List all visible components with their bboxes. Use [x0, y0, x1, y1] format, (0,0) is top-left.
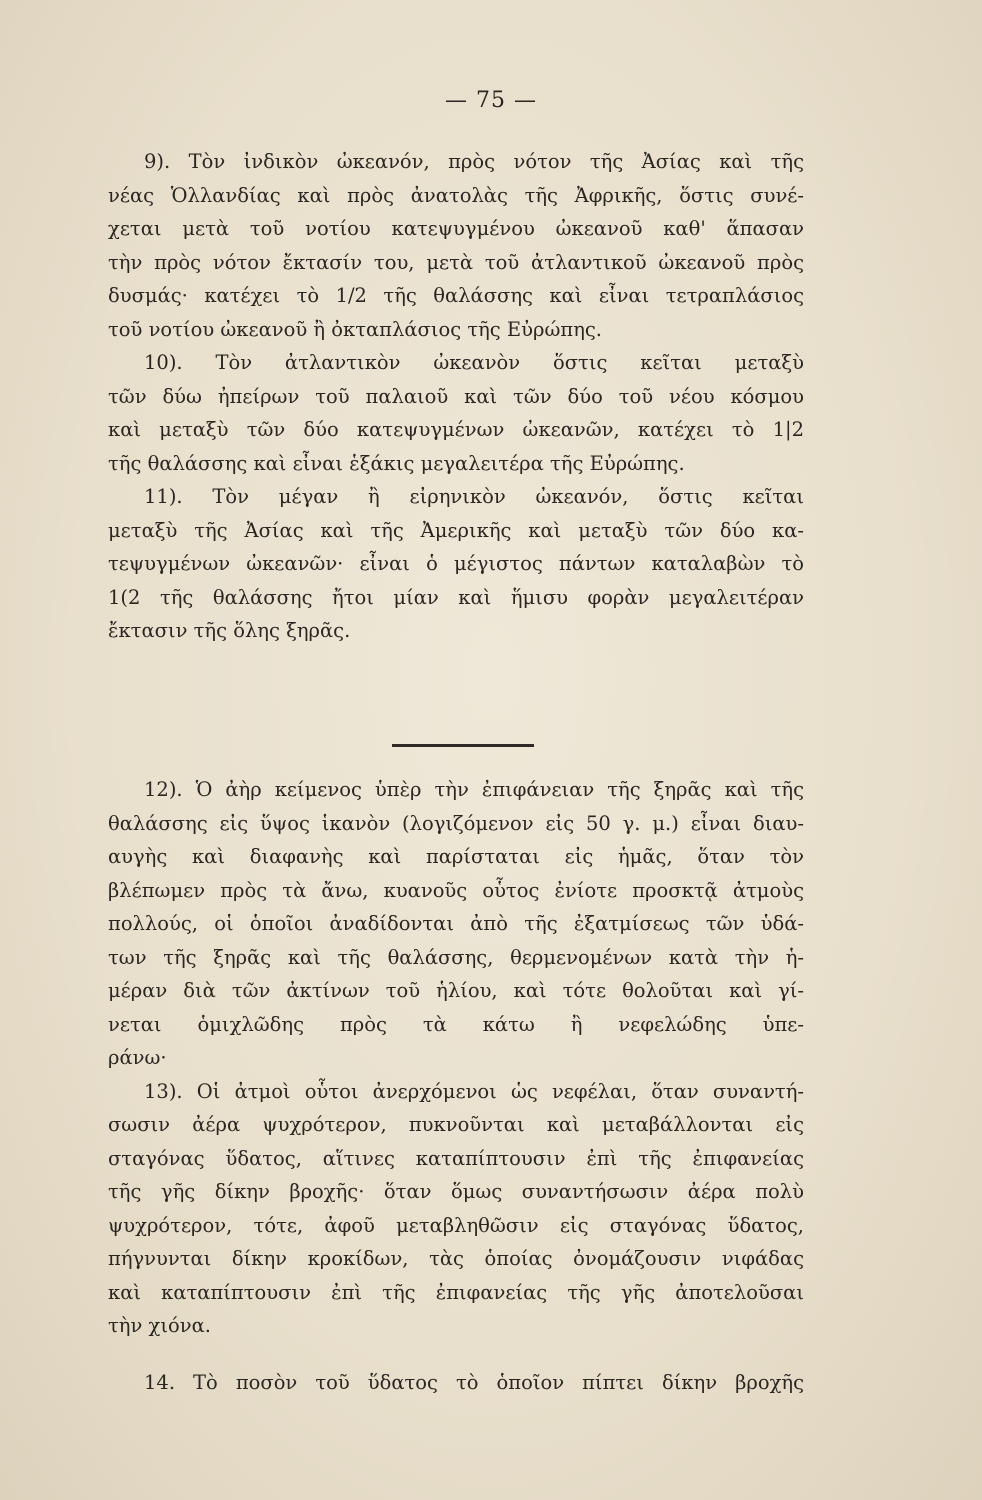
- text-line: τὴν χιόνα.: [108, 1314, 211, 1337]
- text-line: σταγόνας ὕδατος, αἵτινες καταπίπτουσιν ἐπὶ τῆς ἐπιφανείας: [108, 1146, 804, 1170]
- text-line: ἔκτασιν τῆς ὅλης ξηρᾶς.: [108, 619, 351, 642]
- text-line: 13). Οἱ ἀτμοὶ οὗτοι ἀνερχόμενοι ὡς νεφέλαι, ὅταν συναντή-: [144, 1079, 804, 1103]
- text-line: 11). Τὸν μέγαν ἢ εἰρηνικὸν ὠκεανόν, ὅστις κεῖται: [144, 485, 804, 508]
- text-line: 12). Ὁ ἀὴρ κείμενος ὑπὲρ τὴν ἐπιφάνειαν τῆς ξηρᾶς καὶ τῆς: [144, 778, 804, 801]
- text-line: 10). Τὸν ἀτλαντικὸν ὠκεανὸν ὅστις κεῖται μεταξὺ: [144, 351, 804, 374]
- text-line: πήγνυνται δίκην κροκίδων, τὰς ὁποίας ὀνομάζουσιν νιφάδας: [108, 1247, 804, 1270]
- text-line: ψυχρότερον, τότε, ἀφοῦ μεταβληθῶσιν εἰς σταγόνας ὕδατος,: [108, 1213, 804, 1237]
- text-line: 9). Τὸν ἰνδικὸν ὠκεανόν, πρὸς νότον τῆς Ἀσίας καὶ τῆς: [144, 150, 804, 173]
- text-line: σωσιν ἀέρα ψυχρότερον, πυκνοῦνται καὶ μεταβάλλονται εἰς: [108, 1113, 804, 1136]
- text-line: των τῆς ξηρᾶς καὶ τῆς θαλάσσης, θερμενομένων κατὰ τὴν ἡ-: [108, 945, 804, 969]
- section-rainfall: [108, 1366, 804, 1400]
- text-line: τῆς θαλάσσης καὶ εἶναι ἑξάκις μεγαλειτέρα τῆς Εὐρώπης.: [108, 451, 685, 475]
- text-line: νέας Ὁλλανδίας καὶ πρὸς ἀνατολὰς τῆς Ἀφρικῆς, ὅστις συνέ-: [108, 183, 804, 207]
- text-line: 1(2 τῆς θαλάσσης ἤτοι μίαν καὶ ἥμισυ φορὰν μεγαλειτέραν: [108, 585, 804, 609]
- section-oceans: [108, 145, 804, 648]
- page-number: — 75 —: [445, 88, 537, 113]
- section-divider: [392, 744, 534, 747]
- text-line: μέραν διὰ τῶν ἀκτίνων τοῦ ἡλίου, καὶ τότε θολοῦται καὶ γί-: [108, 979, 804, 1002]
- text-line: 14. Τὸ ποσὸν τοῦ ὕδατος τὸ ὁποῖον πίπτει δίκην βροχῆς: [144, 1371, 804, 1394]
- text-line: τῶν δύω ἠπείρων τοῦ παλαιοῦ καὶ τῶν δύο τοῦ νέου κόσμου: [108, 384, 804, 408]
- text-line: τεψυγμένων ὠκεανῶν· εἶναι ὁ μέγιστος πάντων καταλαβὼν τὸ: [108, 552, 804, 575]
- text-line: τοῦ νοτίου ὠκεανοῦ ἢ ὀκταπλάσιος τῆς Εὐρώπης.: [108, 317, 602, 341]
- section-atmosphere: [108, 773, 804, 1343]
- text-line: τὴν πρὸς νότον ἔκτασίν του, μετὰ τοῦ ἀτλαντικοῦ ὠκεανοῦ πρὸς: [108, 250, 804, 274]
- text-line: ράνω·: [108, 1046, 167, 1069]
- text-line: πολλούς, οἱ ὁποῖοι ἀναδίδονται ἀπὸ τῆς ἐξατμίσεως τῶν ὑδά-: [108, 912, 804, 935]
- text-line: μεταξὺ τῆς Ἀσίας καὶ τῆς Ἀμερικῆς καὶ μεταξὺ τῶν δύο κα-: [108, 518, 804, 542]
- text-line: αυγὴς καὶ διαφανὴς καὶ παρίσταται εἰς ἡμᾶς, ὅταν τὸν: [108, 845, 804, 868]
- text-line: θαλάσσης εἰς ὕψος ἱκανὸν (λογιζόμενον εἰς 50 γ. μ.) εἶναι διαυ-: [108, 811, 804, 835]
- text-line: τῆς γῆς δίκην βροχῆς· ὅταν ὅμως συναντήσωσιν ἀέρα πολὺ: [108, 1180, 804, 1203]
- text-line: δυσμάς· κατέχει τὸ 1/2 τῆς θαλάσσης καὶ εἶναι τετραπλάσιος: [108, 284, 804, 307]
- text-line: χεται μετὰ τοῦ νοτίου κατεψυγμένου ὠκεανοῦ καθ' ἅπασαν: [108, 217, 804, 240]
- text-line: καὶ μεταξὺ τῶν δύο κατεψυγμένων ὠκεανῶν, κατέχει τὸ 1|2: [108, 418, 804, 441]
- text-line: βλέπωμεν πρὸς τὰ ἄνω, κυανοῦς οὗτος ἐνίοτε προσκτᾷ ἀτμοὺς: [108, 878, 804, 902]
- text-line: καὶ καταπίπτουσιν ἐπὶ τῆς ἐπιφανείας τῆς γῆς ἀποτελοῦσαι: [108, 1280, 804, 1304]
- text-line: νεται ὁμιχλῶδης πρὸς τὰ κάτω ἢ νεφελώδης ὑπε-: [108, 1012, 804, 1036]
